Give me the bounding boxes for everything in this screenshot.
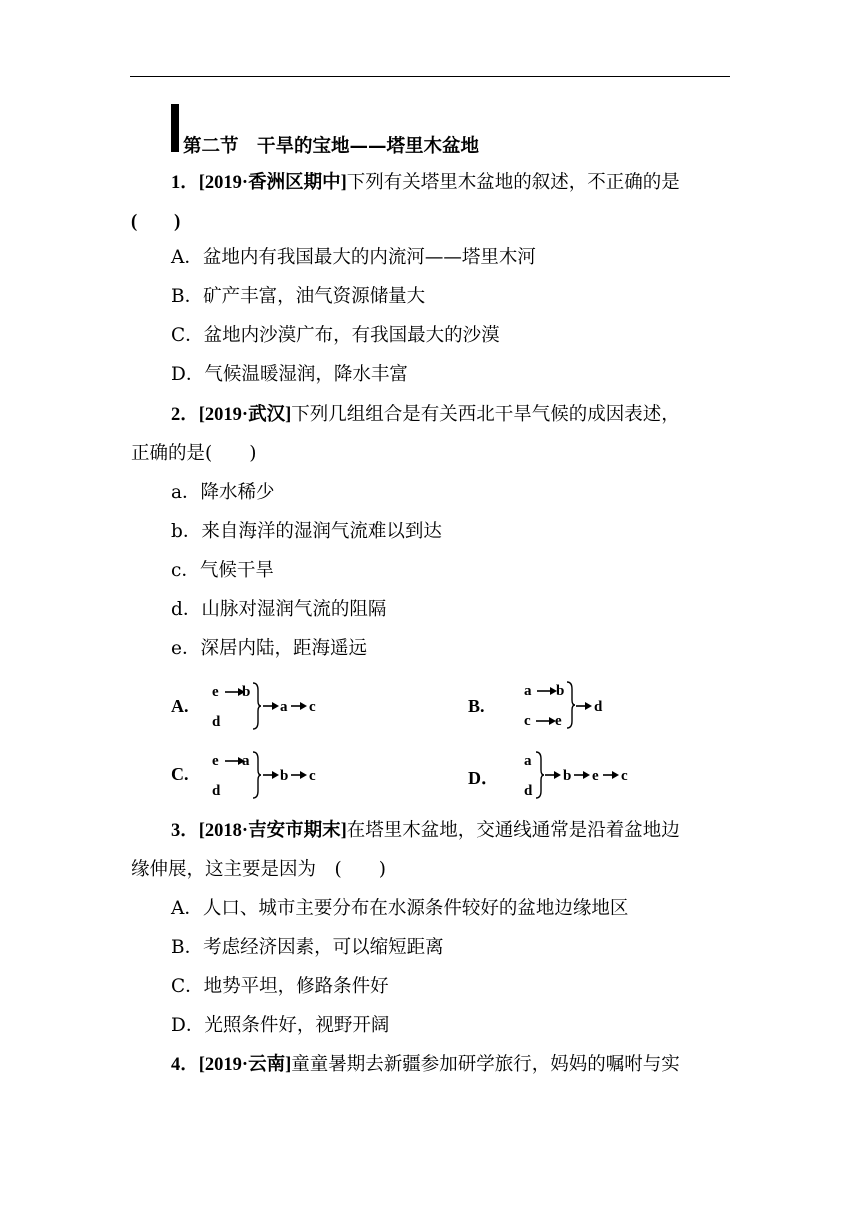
question-number: 1． xyxy=(171,173,199,193)
question-source: [2019·香洲区期中] xyxy=(198,173,347,193)
choice-label: C. xyxy=(171,764,189,784)
question-source: [2019·武汉] xyxy=(198,405,292,425)
arrow-icon xyxy=(602,766,620,784)
formula-top-to: b xyxy=(242,684,251,700)
answer-blank: ( ) xyxy=(131,212,181,232)
formula-result-1: b xyxy=(563,768,572,784)
question-2-stem-cont: 正确的是( ) xyxy=(131,443,257,464)
question-1-stem xyxy=(171,170,680,196)
formula-top-to: b xyxy=(556,683,565,699)
option-b: B．考虑经济因素，可以缩短距离 xyxy=(171,937,444,958)
arrow-icon xyxy=(573,766,591,784)
formula-bottom: c xyxy=(524,713,531,729)
item-e: e．深居内陆，距海遥远 xyxy=(171,638,367,659)
option-c: C．盆地内沙漠广布，有我国最大的沙漠 xyxy=(171,325,500,346)
formula-top: e xyxy=(212,753,219,769)
question-text: 在塔里木盆地，交通线通常是沿着盆地边 xyxy=(346,821,680,841)
question-number: 4． xyxy=(171,1055,199,1075)
arrow-icon xyxy=(535,712,557,730)
choice-label: A. xyxy=(171,696,189,716)
question-4-stem xyxy=(171,1052,680,1078)
formula-result-1: b xyxy=(280,768,289,784)
arrow-icon xyxy=(536,682,558,700)
formula-result-2: c xyxy=(309,768,316,784)
arrow-icon xyxy=(262,697,280,715)
formula-top: a xyxy=(524,753,532,769)
question-number: 2． xyxy=(171,405,199,425)
question-3-stem-cont: 缘伸展，这主要是因为 ( ) xyxy=(131,859,386,880)
formula-result-3: c xyxy=(621,768,628,784)
question-text: 下列几组组合是有关西北干旱气候的成因表述， xyxy=(291,405,680,425)
formula-result-1: a xyxy=(280,699,288,715)
section-marker xyxy=(171,104,179,152)
formula-result-2: c xyxy=(309,699,316,715)
formula-bottom: d xyxy=(524,783,533,799)
option-d: D．气候温暖湿润，降水丰富 xyxy=(171,364,408,385)
question-3-stem xyxy=(171,818,680,844)
formula-result-1: d xyxy=(594,699,603,715)
formula-bottom-to: e xyxy=(555,713,562,729)
formula-top: a xyxy=(524,683,532,699)
option-b: B．矿产丰富，油气资源储量大 xyxy=(171,286,426,307)
choice-label: B. xyxy=(468,696,485,716)
item-a: a．降水稀少 xyxy=(171,482,275,503)
brace-icon xyxy=(252,682,262,730)
arrow-icon xyxy=(575,697,593,715)
item-b: b．来自海洋的湿润气流难以到达 xyxy=(171,521,442,542)
option-c: C．地势平坦，修路条件好 xyxy=(171,976,389,997)
formula-top-to: a xyxy=(242,753,250,769)
item-d: d．山脉对湿润气流的阻隔 xyxy=(171,599,387,620)
formula-top: e xyxy=(212,684,219,700)
question-source: [2018·吉安市期末] xyxy=(198,821,347,841)
arrow-icon xyxy=(290,697,308,715)
question-number: 3． xyxy=(171,821,199,841)
formula-result-2: e xyxy=(592,768,599,784)
arrow-icon xyxy=(290,766,308,784)
section-title: 第二节 干旱的宝地——塔里木盆地 xyxy=(183,136,480,157)
question-source: [2019·云南] xyxy=(198,1055,292,1075)
option-d: D．光照条件好，视野开阔 xyxy=(171,1015,390,1036)
option-a: A．人口、城市主要分布在水源条件较好的盆地边缘地区 xyxy=(171,898,629,919)
brace-icon xyxy=(252,751,262,799)
question-2-stem xyxy=(171,402,680,428)
arrow-icon xyxy=(544,766,562,784)
header-rule xyxy=(130,76,730,77)
question-text: 童童暑期去新疆参加研学旅行，妈妈的嘱咐与实 xyxy=(291,1055,680,1075)
question-text: 下列有关塔里木盆地的叙述，不正确的是 xyxy=(346,173,680,193)
arrow-icon xyxy=(262,766,280,784)
formula-bottom: d xyxy=(212,714,221,730)
formula-bottom: d xyxy=(212,783,221,799)
choice-label: D． xyxy=(468,768,499,788)
option-a: A．盆地内有我国最大的内流河——塔里木河 xyxy=(171,247,536,268)
item-c: c．气候干旱 xyxy=(171,560,274,581)
